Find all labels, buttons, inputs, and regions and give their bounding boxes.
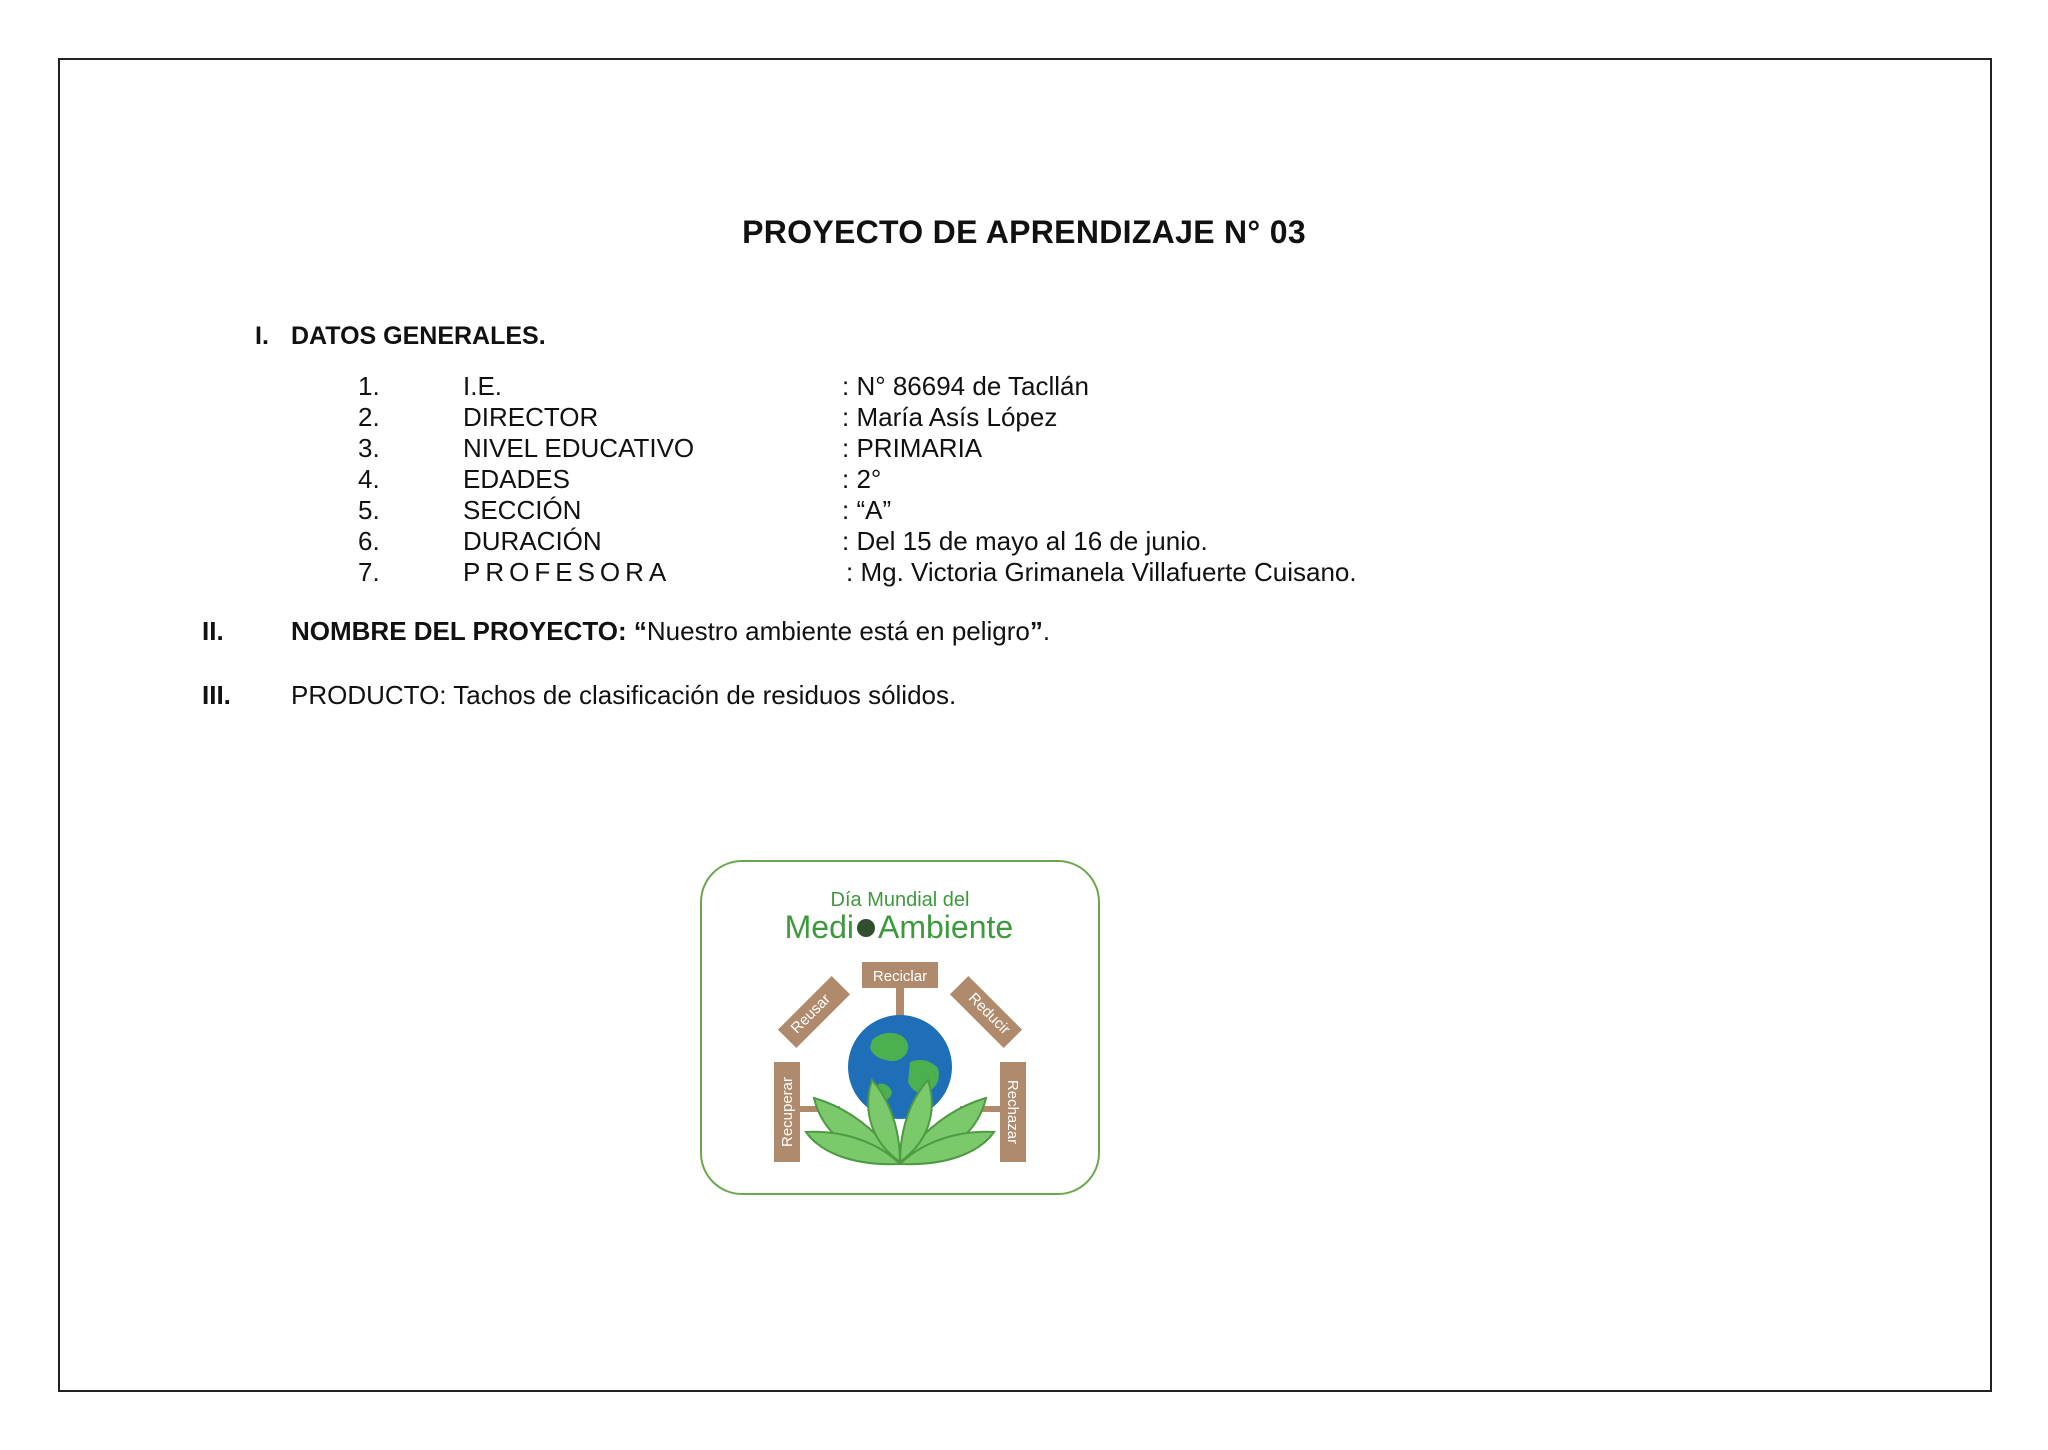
item-label: NIVEL EDUCATIVO (463, 433, 695, 463)
close-quote: ” (1029, 616, 1043, 646)
item-number: 3. (358, 433, 380, 463)
item-label: EDADES (463, 464, 570, 494)
logo-graphic (702, 862, 1098, 1193)
logo-bag-icon (857, 919, 875, 937)
logo-line2b: Ambiente (878, 909, 1014, 945)
open-quote: “ (626, 616, 647, 646)
item-value: : “A” (842, 495, 892, 525)
item-label: PROFESORA (463, 557, 672, 587)
item-number: 6. (358, 526, 380, 556)
item-value: : Mg. Victoria Grimanela Villafuerte Cuisano. (846, 557, 1357, 587)
section-ii-number: II. (202, 616, 224, 646)
label-recuperar: Recuperar (779, 1076, 796, 1148)
item-value: : María Asís López (842, 402, 1058, 432)
item-value: : 2° (842, 464, 882, 494)
item-number: 4. (358, 464, 380, 494)
document-title: PROYECTO DE APRENDIZAJE N° 03 (742, 214, 1306, 250)
item-number: 1. (358, 371, 380, 401)
section-i-number: I. (255, 322, 269, 350)
section-i-title: DATOS GENERALES. (291, 322, 546, 350)
logo-line2a: Medi (784, 909, 854, 945)
item-label: DURACIÓN (463, 526, 602, 556)
label-reusar: Reusar (787, 990, 834, 1037)
section-iii-text: PRODUCTO: Tachos de clasificación de residuos sólidos. (291, 680, 957, 710)
item-value: : PRIMARIA (842, 433, 983, 463)
item-label: SECCIÓN (463, 495, 582, 525)
project-name: Nuestro ambiente está en peligro (646, 616, 1030, 646)
label-reducir: Reducir (964, 989, 1014, 1039)
section-ii-label: NOMBRE DEL PROYECTO: (291, 616, 627, 646)
label-rechazar: Rechazar (1004, 1079, 1021, 1145)
section-iii-number: III. (202, 680, 231, 710)
item-number: 5. (358, 495, 380, 525)
item-label: I.E. (463, 371, 503, 401)
item-value: : N° 86694 de Tacllán (842, 371, 1089, 401)
item-label: DIRECTOR (463, 402, 599, 432)
section-ii-line (291, 616, 1050, 647)
label-reciclar: Reciclar (872, 968, 928, 985)
item-number: 2. (358, 402, 380, 432)
item-number: 7. (358, 557, 380, 587)
section-ii-end: . (1042, 616, 1051, 646)
item-value: : Del 15 de mayo al 16 de junio. (842, 526, 1208, 556)
medio-ambiente-logo (700, 860, 1100, 1195)
logo-line1: Día Mundial del (830, 889, 970, 911)
